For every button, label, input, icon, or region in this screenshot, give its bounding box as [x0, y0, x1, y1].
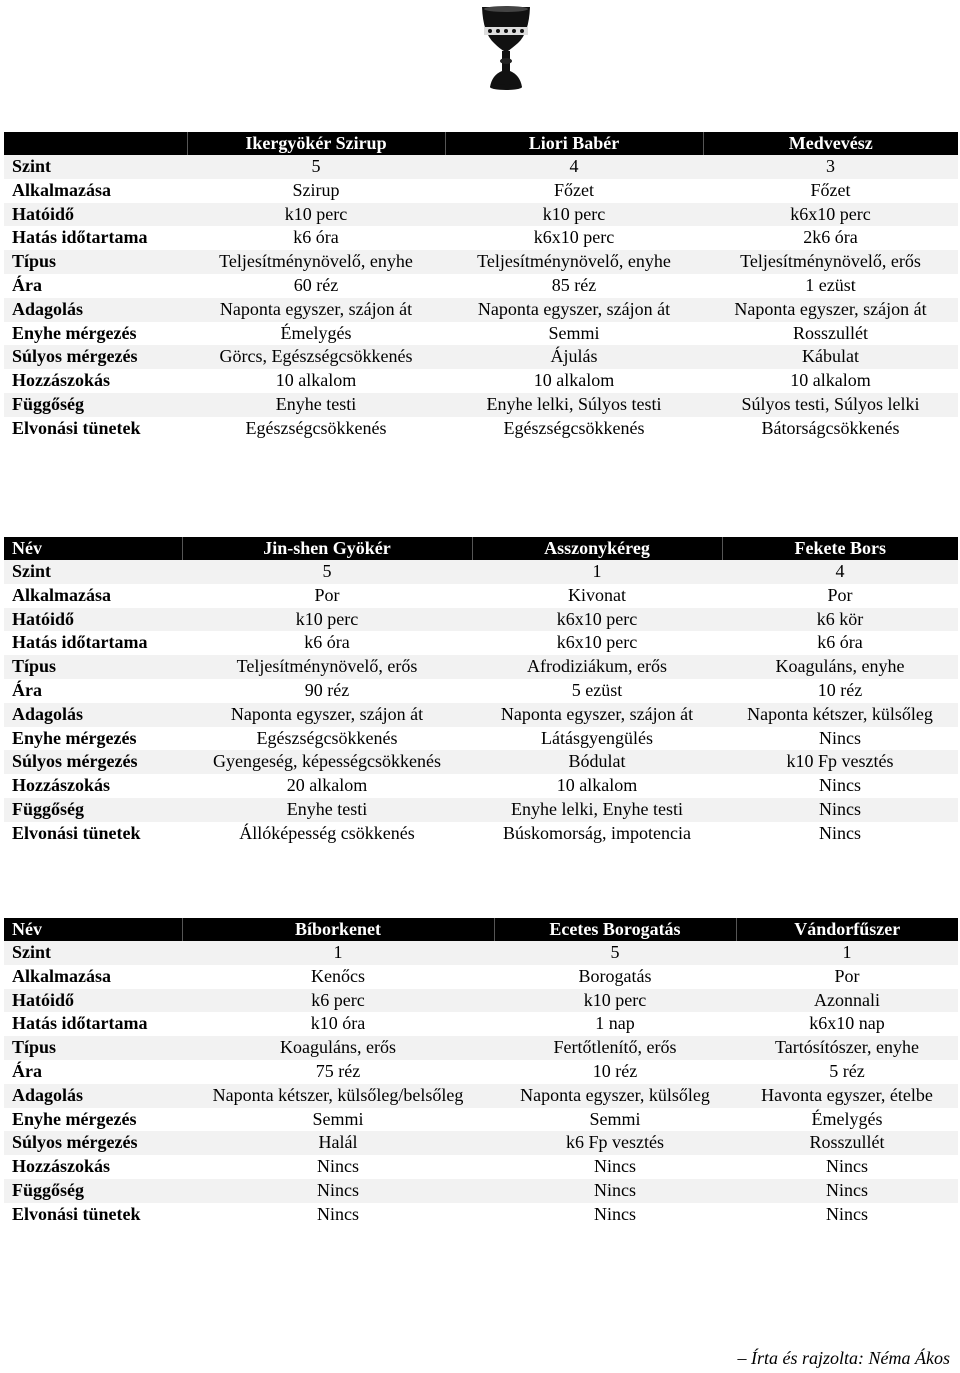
table-cell: 1 — [472, 560, 722, 584]
row-label: Hozzászokás — [4, 774, 182, 798]
table-cell: k6 kör — [722, 608, 958, 632]
row-label: Súlyos mérgezés — [4, 750, 182, 774]
table-cell: Nincs — [494, 1155, 736, 1179]
row-label: Hatóidő — [4, 608, 182, 632]
table-cell: Koaguláns, erős — [182, 1036, 494, 1060]
herb-table-3 — [4, 918, 958, 1227]
herb-name: Fekete Bors — [722, 537, 958, 560]
goblet-icon — [478, 3, 534, 91]
table-cell: k6x10 perc — [472, 608, 722, 632]
table-row — [4, 965, 958, 989]
table-cell: Ájulás — [445, 345, 703, 369]
row-label: Hatóidő — [4, 203, 187, 227]
table-cell: Nincs — [736, 1179, 958, 1203]
table-cell: Búskomorság, impotencia — [472, 822, 722, 846]
table-cell: Nincs — [722, 798, 958, 822]
table-cell: Azonnali — [736, 989, 958, 1013]
row-label: Függőség — [4, 1179, 182, 1203]
table-cell: 4 — [722, 560, 958, 584]
table-row — [4, 631, 958, 655]
table-cell: Nincs — [494, 1179, 736, 1203]
table-cell: k10 Fp vesztés — [722, 750, 958, 774]
table-cell: Enyhe testi — [187, 393, 445, 417]
table-row — [4, 584, 958, 608]
table-cell: k10 perc — [182, 608, 472, 632]
herb-name: Jin-shen Gyökér — [182, 537, 472, 560]
table-cell: k10 óra — [182, 1012, 494, 1036]
header-corner — [4, 132, 187, 155]
table-cell: Kenőcs — [182, 965, 494, 989]
table-row — [4, 703, 958, 727]
row-label: Alkalmazása — [4, 965, 182, 989]
table-cell: Nincs — [736, 1203, 958, 1227]
table-cell: 2k6 óra — [703, 226, 958, 250]
table-cell: k6 perc — [182, 989, 494, 1013]
table-cell: k6x10 perc — [703, 203, 958, 227]
table-row — [4, 1060, 958, 1084]
table-cell: 10 alkalom — [445, 369, 703, 393]
table-row — [4, 179, 958, 203]
table-row — [4, 393, 958, 417]
table-cell: 60 réz — [187, 274, 445, 298]
table-cell: Szirup — [187, 179, 445, 203]
table-cell: Egészségcsökkenés — [187, 417, 445, 441]
table-cell: Émelygés — [187, 322, 445, 346]
table-row — [4, 989, 958, 1013]
table-row — [4, 727, 958, 751]
table-cell: Havonta egyszer, ételbe — [736, 1084, 958, 1108]
table-cell: Teljesítménynövelő, enyhe — [445, 250, 703, 274]
table-cell: k6 óra — [182, 631, 472, 655]
table-cell: 1 — [736, 941, 958, 965]
table-cell: Naponta egyszer, szájon át — [187, 298, 445, 322]
table-row — [4, 226, 958, 250]
table-cell: 5 — [182, 560, 472, 584]
table-cell: k6x10 perc — [472, 631, 722, 655]
row-label: Adagolás — [4, 298, 187, 322]
row-label: Adagolás — [4, 1084, 182, 1108]
table-cell: Rosszullét — [736, 1131, 958, 1155]
table-cell: Por — [722, 584, 958, 608]
table-cell: Afrodiziákum, erős — [472, 655, 722, 679]
herb-name: Vándorfűszer — [736, 918, 958, 941]
table-cell: k10 perc — [494, 989, 736, 1013]
table-cell: Egészségcsökkenés — [445, 417, 703, 441]
table-cell: Gyengeség, képességcsökkenés — [182, 750, 472, 774]
header-row — [4, 132, 958, 155]
table-row — [4, 608, 958, 632]
table-cell: Enyhe lelki, Enyhe testi — [472, 798, 722, 822]
table-cell: 1 ezüst — [703, 274, 958, 298]
table-cell: 10 alkalom — [472, 774, 722, 798]
table-cell: Főzet — [445, 179, 703, 203]
table-cell: Látásgyengülés — [472, 727, 722, 751]
table-cell: Enyhe testi — [182, 798, 472, 822]
table-cell: 5 — [494, 941, 736, 965]
table-cell: Nincs — [182, 1155, 494, 1179]
table-cell: k10 perc — [187, 203, 445, 227]
table-row — [4, 250, 958, 274]
table-cell: 10 alkalom — [187, 369, 445, 393]
row-label: Elvonási tünetek — [4, 417, 187, 441]
table-cell: Naponta kétszer, külsőleg/belsőleg — [182, 1084, 494, 1108]
row-label: Függőség — [4, 393, 187, 417]
row-label: Elvonási tünetek — [4, 1203, 182, 1227]
table-row — [4, 203, 958, 227]
table-cell: Görcs, Egészségcsökkenés — [187, 345, 445, 369]
table-cell: 1 nap — [494, 1012, 736, 1036]
table-row — [4, 679, 958, 703]
herb-table-2 — [4, 537, 958, 846]
row-label: Enyhe mérgezés — [4, 1108, 182, 1132]
table-cell: Fertőtlenítő, erős — [494, 1036, 736, 1060]
row-label: Súlyos mérgezés — [4, 1131, 182, 1155]
herb-name: Bíborkenet — [182, 918, 494, 941]
table-cell: 10 réz — [722, 679, 958, 703]
table-cell: 10 réz — [494, 1060, 736, 1084]
table-cell: k10 perc — [445, 203, 703, 227]
table-cell: 5 ezüst — [472, 679, 722, 703]
table-row — [4, 655, 958, 679]
table-cell: 90 réz — [182, 679, 472, 703]
table-row — [4, 750, 958, 774]
table-cell: 10 alkalom — [703, 369, 958, 393]
table-cell: Nincs — [722, 822, 958, 846]
table-cell: Bódulat — [472, 750, 722, 774]
row-label: Ára — [4, 1060, 182, 1084]
table-cell: Teljesítménynövelő, erős — [182, 655, 472, 679]
table-cell: Állóképesség csökkenés — [182, 822, 472, 846]
table-cell: k6 óra — [187, 226, 445, 250]
row-label: Hozzászokás — [4, 1155, 182, 1179]
table-cell: 20 alkalom — [182, 774, 472, 798]
row-label: Szint — [4, 941, 182, 965]
table-cell: Nincs — [494, 1203, 736, 1227]
table-cell: Teljesítménynövelő, enyhe — [187, 250, 445, 274]
table-cell: 5 — [187, 155, 445, 179]
row-label: Típus — [4, 655, 182, 679]
table-cell: 1 — [182, 941, 494, 965]
table-cell: Nincs — [736, 1155, 958, 1179]
table-cell: Nincs — [182, 1203, 494, 1227]
table-cell: Halál — [182, 1131, 494, 1155]
herb-table-1 — [4, 132, 958, 441]
table-row — [4, 1036, 958, 1060]
row-label: Elvonási tünetek — [4, 822, 182, 846]
header-corner: Név — [4, 918, 182, 941]
herb-name: Asszonykéreg — [472, 537, 722, 560]
table-cell: 3 — [703, 155, 958, 179]
row-label: Típus — [4, 250, 187, 274]
table-cell: Enyhe lelki, Súlyos testi — [445, 393, 703, 417]
herb-name: Ikergyökér Szirup — [187, 132, 445, 155]
table-row — [4, 1012, 958, 1036]
table-cell: Naponta egyszer, szájon át — [703, 298, 958, 322]
table-cell: Rosszullét — [703, 322, 958, 346]
row-label: Ára — [4, 679, 182, 703]
table-row — [4, 1131, 958, 1155]
table-cell: Súlyos testi, Súlyos lelki — [703, 393, 958, 417]
table-row — [4, 1179, 958, 1203]
table-cell: Semmi — [445, 322, 703, 346]
table-cell: k6 Fp vesztés — [494, 1131, 736, 1155]
table-row — [4, 774, 958, 798]
herb-name: Medvevész — [703, 132, 958, 155]
table-row — [4, 822, 958, 846]
table-cell: Kábulat — [703, 345, 958, 369]
table-row — [4, 560, 958, 584]
table-cell: Egészségcsökkenés — [182, 727, 472, 751]
row-label: Enyhe mérgezés — [4, 727, 182, 751]
table-row — [4, 322, 958, 346]
table-cell: Nincs — [722, 727, 958, 751]
header-row — [4, 537, 958, 560]
table-cell: Teljesítménynövelő, erős — [703, 250, 958, 274]
table-row — [4, 369, 958, 393]
row-label: Szint — [4, 560, 182, 584]
row-label: Súlyos mérgezés — [4, 345, 187, 369]
row-label: Hatás időtartama — [4, 631, 182, 655]
table-row — [4, 1108, 958, 1132]
table-cell: Émelygés — [736, 1108, 958, 1132]
row-label: Adagolás — [4, 703, 182, 727]
table-row — [4, 941, 958, 965]
row-label: Szint — [4, 155, 187, 179]
table-cell: Bátorságcsökkenés — [703, 417, 958, 441]
table-cell: 5 réz — [736, 1060, 958, 1084]
table-row — [4, 1203, 958, 1227]
header-row — [4, 918, 958, 941]
table-row — [4, 274, 958, 298]
table-cell: k6 óra — [722, 631, 958, 655]
herb-name: Ecetes Borogatás — [494, 918, 736, 941]
table-cell: Naponta egyszer, külsőleg — [494, 1084, 736, 1108]
table-cell: Naponta egyszer, szájon át — [182, 703, 472, 727]
row-label: Alkalmazása — [4, 179, 187, 203]
header-corner: Név — [4, 537, 182, 560]
table-cell: Koaguláns, enyhe — [722, 655, 958, 679]
table-row — [4, 345, 958, 369]
row-label: Hatóidő — [4, 989, 182, 1013]
table-cell: Nincs — [182, 1179, 494, 1203]
row-label: Enyhe mérgezés — [4, 322, 187, 346]
table-cell: Naponta egyszer, szájon át — [445, 298, 703, 322]
table-cell: 4 — [445, 155, 703, 179]
row-label: Alkalmazása — [4, 584, 182, 608]
table-cell: Naponta egyszer, szájon át — [472, 703, 722, 727]
row-label: Hatás időtartama — [4, 226, 187, 250]
table-row — [4, 798, 958, 822]
table-row — [4, 298, 958, 322]
table-cell: Semmi — [182, 1108, 494, 1132]
table-cell: Por — [182, 584, 472, 608]
table-cell: 85 réz — [445, 274, 703, 298]
table-row — [4, 417, 958, 441]
table-cell: k6x10 nap — [736, 1012, 958, 1036]
row-label: Hozzászokás — [4, 369, 187, 393]
table-cell: Nincs — [722, 774, 958, 798]
table-cell: Por — [736, 965, 958, 989]
row-label: Hatás időtartama — [4, 1012, 182, 1036]
table-cell: Kivonat — [472, 584, 722, 608]
table-cell: Naponta kétszer, külsőleg — [722, 703, 958, 727]
table-cell: Tartósítószer, enyhe — [736, 1036, 958, 1060]
row-label: Típus — [4, 1036, 182, 1060]
table-cell: Borogatás — [494, 965, 736, 989]
table-cell: Főzet — [703, 179, 958, 203]
table-row — [4, 1084, 958, 1108]
table-row — [4, 1155, 958, 1179]
table-row — [4, 155, 958, 179]
author-credit: – Írta és rajzolta: Néma Ákos — [737, 1348, 950, 1368]
row-label: Ára — [4, 274, 187, 298]
table-cell: k6x10 perc — [445, 226, 703, 250]
table-cell: 75 réz — [182, 1060, 494, 1084]
row-label: Függőség — [4, 798, 182, 822]
herb-name: Liori Babér — [445, 132, 703, 155]
table-cell: Semmi — [494, 1108, 736, 1132]
